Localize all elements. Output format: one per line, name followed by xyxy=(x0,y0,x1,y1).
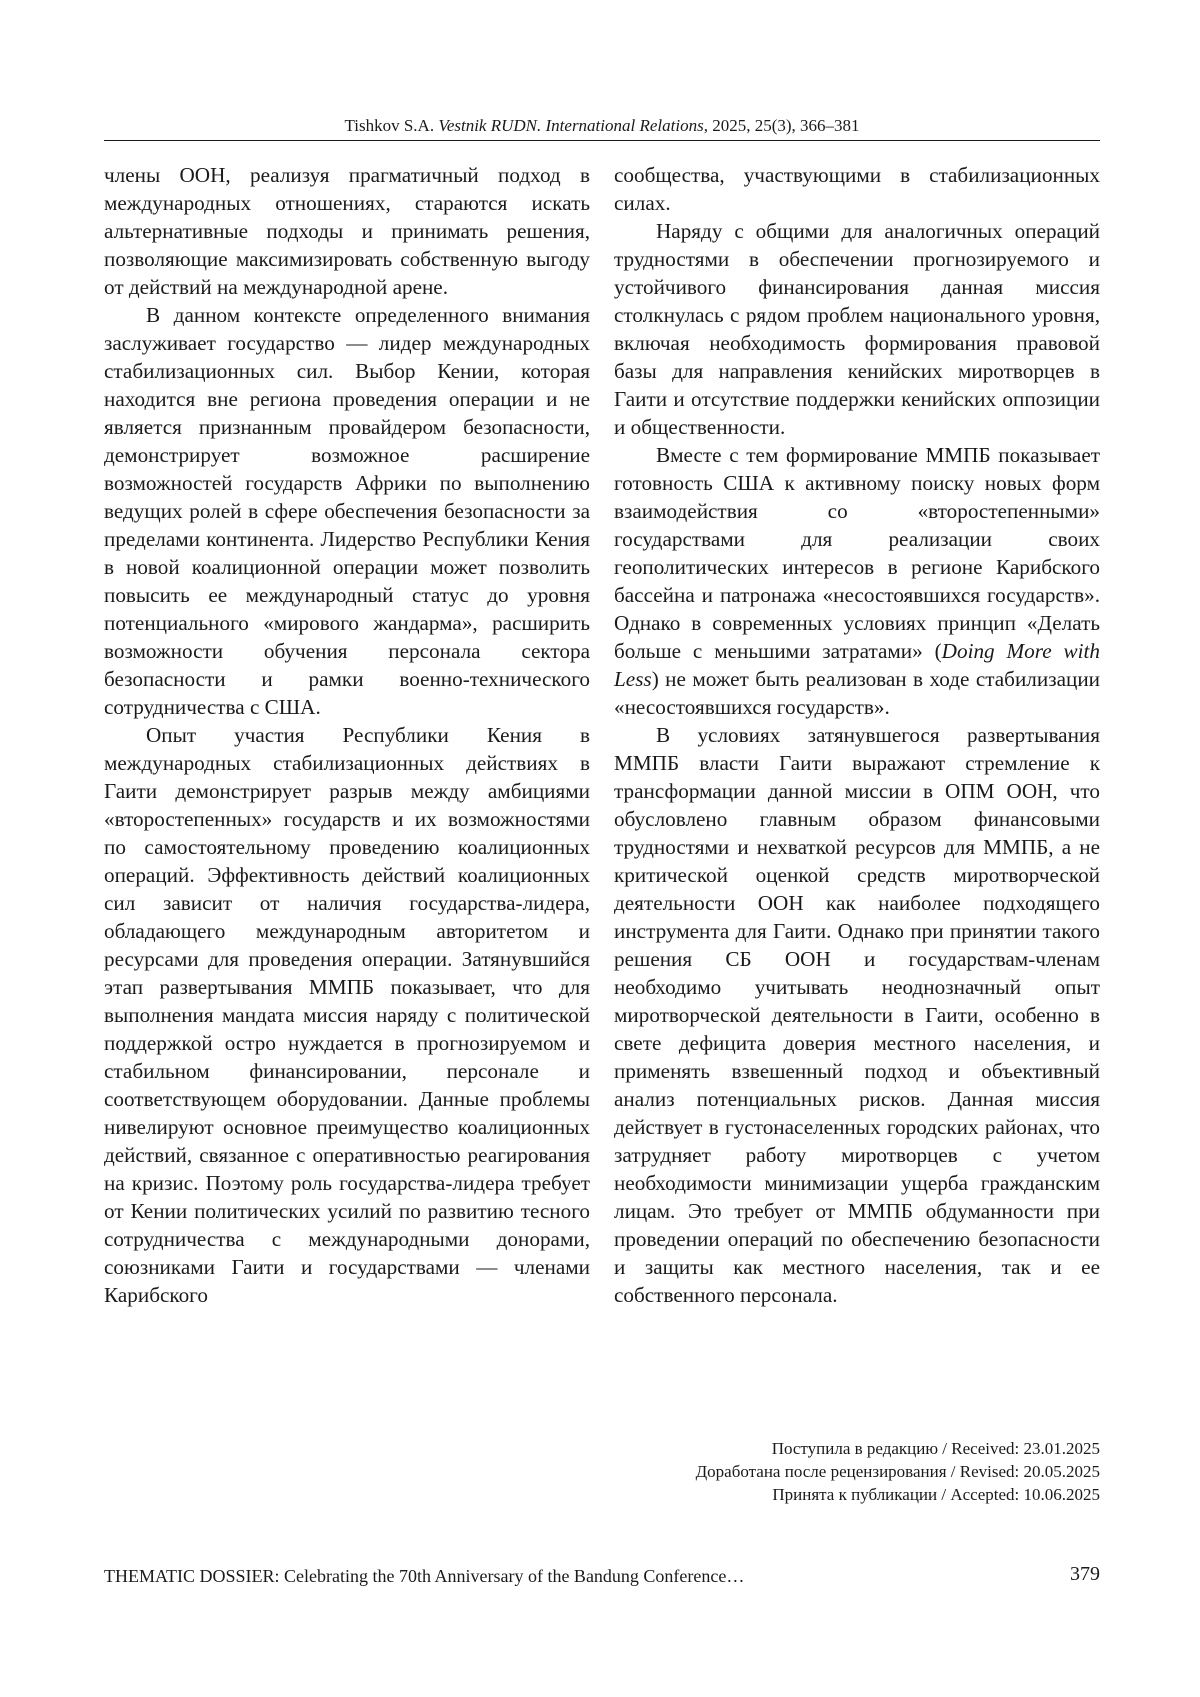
right-paragraph-3 xyxy=(614,441,1100,721)
left-paragraph-2: В данном контексте определенного внимания заслуживает государство — лидер международных стабилизационных сил. Выбор Кении, которая находится вне региона проведения операции и не является признанным провайдером безопасности, демонстрирует возможное расширение возможностей государств Африки по выполнению ведущих ролей в сфере обеспечения безопасности за пределами континента. Лидерство Республики Кения в новой коалиционной операции может позволить повысить ее международный статус до уровня потенциального «мирового жандарма», расширить возможности обучения персонала сектора безопасности и рамки военно-технического сотрудничества с США. xyxy=(104,303,590,719)
right-paragraph-3-italic: Doing More with Less xyxy=(614,639,1100,691)
date-revised: Доработана после рецензирования / Revised: 20.05.2025 xyxy=(695,1462,1100,1481)
right-paragraph-4: В условиях затянувшегося развертывания ММПБ власти Гаити выражают стремление к трансформации данной миссии в ОПМ ООН, что обусловлено главным образом финансовыми трудностями и нехваткой ресурсов для ММПБ, а не критической оценкой средств миротворческой деятельности ООН как наиболее подходящего инструмента для Гаити. Однако при принятии такого решения СБ ООН и государствам-членам необходимо учитывать неоднозначный опыт миротворческой деятельности в Гаити, особенно в свете дефицита доверия местного населения, и применять взвешенный подход и объективный анализ потенциальных рисков. Данная миссия действует в густонаселенных городских районах, что затрудняет работу миротворцев с учетом необходимости минимизации ущерба гражданским лицам. Это требует от ММПБ обдуманности при проведении операций по обеспечению безопасности и защиты как местного населения, так и ее собственного персонала. xyxy=(614,723,1100,1307)
right-paragraph-3-part-a: Вместе с тем формирование ММПБ показывает готовность США к активному поиску новых форм взаимодействия со «второстепенными» государствами для реализации своих геополитических интересов в регионе Карибского бассейна и патронажа «несостоявшихся государств». Однако в современных условиях принцип «Делать больше с меньшими затратами» ( xyxy=(614,443,1100,663)
running-head-author: Tishkov S.A. xyxy=(344,116,435,135)
running-head-citation: , 2025, 25(3), 366–381 xyxy=(703,116,860,135)
right-paragraph-3-part-b: ) не может быть реализован в ходе стабилизации «несостоявшихся государств». xyxy=(614,667,1100,719)
article-dates xyxy=(696,1437,1100,1506)
left-column xyxy=(104,161,590,1309)
header-rule xyxy=(104,140,1100,141)
left-paragraph-1: члены ООН, реализуя прагматичный подход в международных отношениях, стараются искать альтернативные подходы и принимать решения, позволяющие максимизировать собственную выгоду от действий на международной арене. xyxy=(104,163,590,299)
date-received: Поступила в редакцию / Received: 23.01.2025 xyxy=(771,1439,1100,1458)
right-paragraph-1: сообщества, участвующими в стабилизационных силах. xyxy=(614,163,1100,215)
running-head xyxy=(104,116,1100,136)
running-head-journal: Vestnik RUDN. International Relations xyxy=(438,116,704,135)
footer-dossier-title: THEMATIC DOSSIER: Celebrating the 70th Anniversary of the Bandung Conference… xyxy=(104,1566,745,1586)
right-paragraph-2: Наряду с общими для аналогичных операций трудностями в обеспечении прогнозируемого и устойчивого финансирования данная миссия столкнулась с рядом проблем национального уровня, включая необходимость формирования правовой базы для направления кенийских миротворцев в Гаити и отсутствие поддержки кенийских оппозиции и общественности. xyxy=(614,219,1100,439)
left-paragraph-3: Опыт участия Республики Кения в международных стабилизационных действиях в Гаити демонстрирует разрыв между амбициями «второстепенных» государств и их возможностями по самостоятельному проведению коалиционных операций. Эффективность действий коалиционных сил зависит от наличия государства-лидера, обладающего международным авторитетом и ресурсами для проведения операции. Затянувшийся этап развертывания ММПБ показывает, что для выполнения мандата миссия наряду с политической поддержкой остро нуждается в прогнозируемом и стабильном финансировании, персонале и соответствующем оборудовании. Данные проблемы нивелируют основное преимущество коалиционных действий, связанное с оперативностью реагирования на кризис. Поэтому роль государства-лидера требует от Кении политических усилий по развитию тесного сотрудничества с международными донорами, союзниками Гаити и государствами — членами Карибского xyxy=(104,723,590,1307)
date-accepted: Принята к публикации / Accepted: 10.06.2025 xyxy=(772,1485,1100,1504)
right-column xyxy=(614,161,1100,1309)
page-number: 379 xyxy=(1070,1563,1100,1585)
